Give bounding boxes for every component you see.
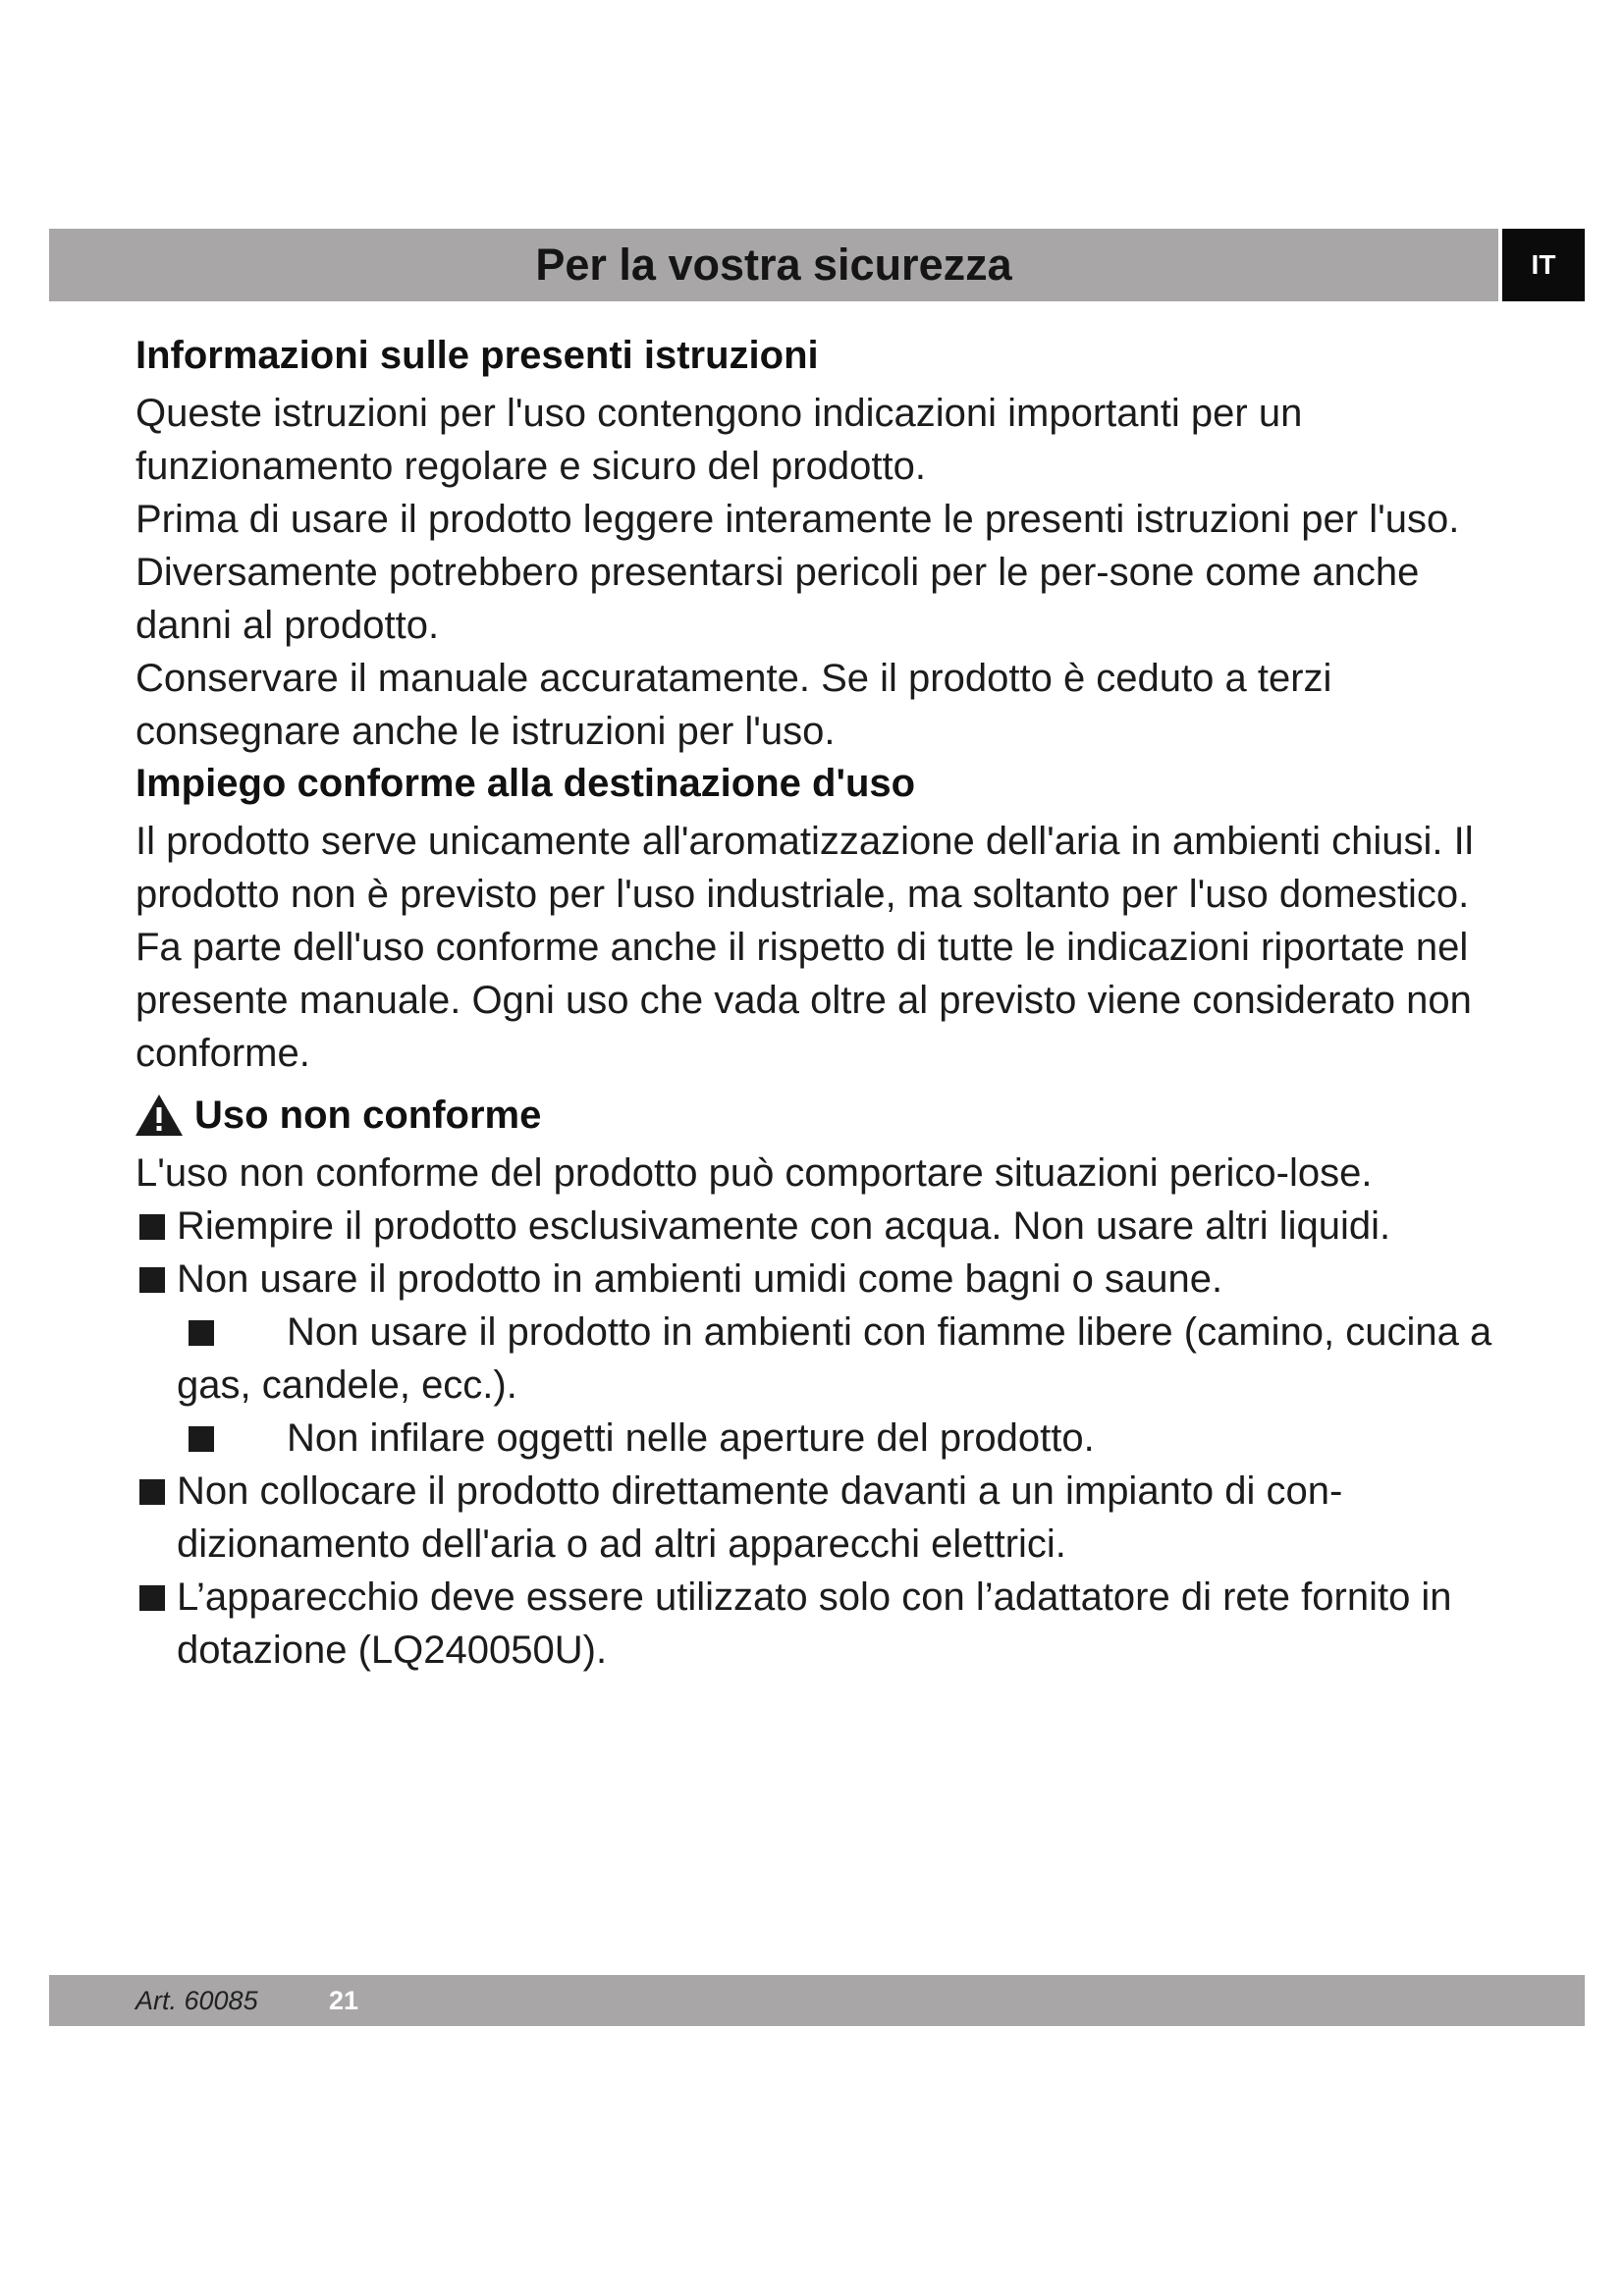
list-item: L’apparecchio deve essere utilizzato solo con l’adattatore di rete fornito in dotazione (LQ240050U).: [135, 1571, 1510, 1677]
square-bullet-icon: [139, 1585, 165, 1611]
square-bullet-icon: [139, 1479, 165, 1505]
intended-use-paragraph-2: Fa parte dell'uso conforme anche il rispetto di tutte le indicazioni riportate nel presente manuale. Ogni uso che vada oltre al previsto viene considerato non conforme.: [135, 926, 1472, 1075]
warning-triangle-icon: [134, 1093, 185, 1138]
square-bullet-icon: [139, 1267, 165, 1293]
article-number: Art. 60085: [135, 1986, 258, 2015]
page-title: Per la vostra sicurezza: [535, 240, 1012, 290]
intended-use-paragraph-1: Il prodotto serve unicamente all'aromatizzazione dell'aria in ambienti chiusi. Il prodotto non è previsto per l'uso industriale, ma soltanto per l'uso domestico.: [135, 820, 1474, 916]
misuse-heading: Uso non conforme: [194, 1094, 542, 1137]
info-paragraph-3: Conservare il manuale accuratamente. Se il prodotto è ceduto a terzi consegnare anche le istruzioni per l'uso.: [135, 657, 1332, 753]
square-bullet-icon: [139, 1214, 165, 1240]
list-item: Non usare il prodotto in ambienti umidi come bagni o saune.: [135, 1253, 1510, 1306]
list-item: Riempire il prodotto esclusivamente con acqua. Non usare altri liquidi.: [135, 1200, 1510, 1253]
footer-bar: [49, 1975, 1585, 2026]
misuse-heading-row: [135, 1090, 1510, 1141]
intended-use-heading: Impiego conforme alla destinazione d'uso: [135, 762, 916, 805]
header-bar: [49, 229, 1498, 301]
main-content: [135, 330, 1510, 1677]
info-paragraph-2: Prima di usare il prodotto leggere interamente le presenti istruzioni per l'uso. Diversamente potrebbero presentarsi pericoli per le per-sone come anche danni al prodotto.: [135, 498, 1460, 647]
misuse-intro: L'uso non conforme del prodotto può comportare situazioni perico-lose.: [135, 1151, 1373, 1195]
square-bullet-icon: [189, 1320, 214, 1346]
misuse-list: [135, 1200, 1510, 1677]
list-item: Non infilare oggetti nelle aperture del prodotto.: [135, 1412, 1510, 1465]
list-item: Non usare il prodotto in ambienti con fiamme libere (camino, cucina a gas, candele, ecc.).: [177, 1310, 1492, 1407]
info-paragraph-1: Queste istruzioni per l'uso contengono indicazioni importanti per un funzionamento regolare e sicuro del prodotto.: [135, 392, 1303, 488]
list-item: Non collocare il prodotto direttamente davanti a un impianto di con-dizionamento dell'aria o ad altri apparecchi elettrici.: [135, 1465, 1510, 1571]
page-number: 21: [329, 1986, 359, 2015]
square-bullet-icon: [189, 1426, 214, 1452]
language-badge: IT: [1502, 229, 1585, 301]
info-heading: Informazioni sulle presenti istruzioni: [135, 334, 819, 377]
